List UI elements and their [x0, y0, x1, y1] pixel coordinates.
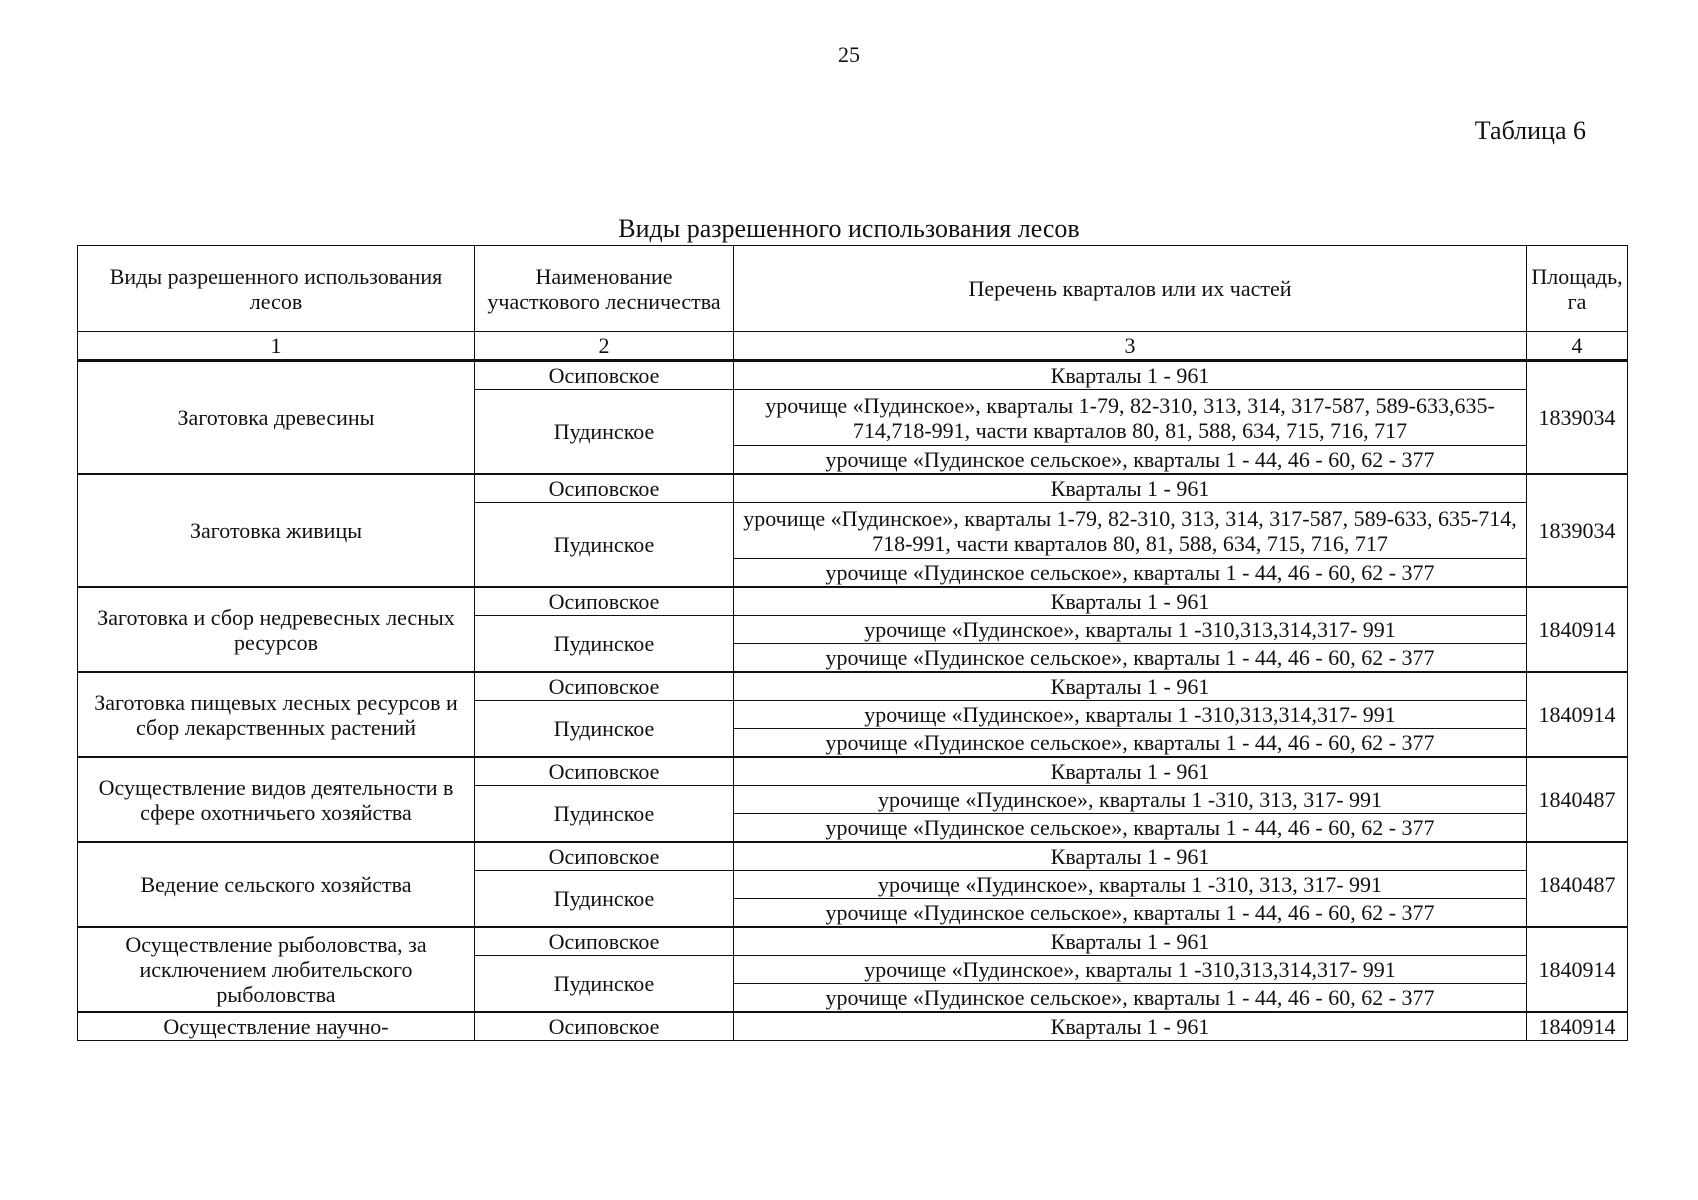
- use-kind-cell: Осуществление видов деятельности в сфере охотничьего хозяйства: [78, 757, 475, 842]
- table-row: [78, 672, 1628, 701]
- use-kind-cell: Заготовка древесины: [78, 361, 475, 475]
- forestry-name-cell: Осиповское: [475, 474, 734, 503]
- forest-use-table: [77, 245, 1628, 1041]
- quarters-cell: урочище «Пудинское», кварталы 1 -310, 313, 317- 991: [734, 786, 1527, 814]
- forestry-name-cell: Осиповское: [475, 361, 734, 390]
- header-row: [78, 246, 1628, 332]
- forestry-name-cell: Пудинское: [475, 503, 734, 588]
- quarters-cell: Кварталы 1 - 961: [734, 842, 1527, 871]
- quarters-cell: Кварталы 1 - 961: [734, 474, 1527, 503]
- use-kind-cell: Заготовка и сбор недревесных лесных ресурсов: [78, 587, 475, 672]
- forestry-name-cell: Пудинское: [475, 616, 734, 673]
- use-kind-cell: Осуществление научно-: [78, 1012, 475, 1041]
- area-cell: 1840914: [1527, 1012, 1628, 1041]
- header-kind: Виды разрешенного использования лесов: [78, 246, 475, 332]
- forestry-name-cell: Пудинское: [475, 701, 734, 758]
- quarters-cell: урочище «Пудинское», кварталы 1-79, 82-310, 313, 314, 317-587, 589-633, 635-714, 718-991, части кварталов 80, 81, 588, 634, 715, 716, 717: [734, 503, 1527, 559]
- quarters-cell: Кварталы 1 - 961: [734, 587, 1527, 616]
- forestry-name-cell: Осиповское: [475, 1012, 734, 1041]
- header-area: Площадь, га: [1527, 246, 1628, 332]
- quarters-cell: урочище «Пудинское», кварталы 1 -310,313,314,317- 991: [734, 956, 1527, 984]
- table-row: [78, 927, 1628, 956]
- quarters-cell: Кварталы 1 - 961: [734, 927, 1527, 956]
- column-number: 4: [1527, 332, 1628, 361]
- table-row: [78, 1012, 1628, 1041]
- table-row: [78, 361, 1628, 390]
- area-cell: 1840914: [1527, 927, 1628, 1012]
- quarters-cell: урочище «Пудинское», кварталы 1 -310, 313, 317- 991: [734, 871, 1527, 899]
- table-title: Виды разрешенного использования лесов: [618, 214, 1080, 243]
- table-row: [78, 842, 1628, 871]
- forestry-name-cell: Пудинское: [475, 390, 734, 475]
- page-number: 25: [838, 42, 860, 67]
- use-kind-cell: Ведение сельского хозяйства: [78, 842, 475, 927]
- quarters-cell: урочище «Пудинское сельское», кварталы 1 - 44, 46 - 60, 62 - 377: [734, 446, 1527, 475]
- quarters-cell: Кварталы 1 - 961: [734, 361, 1527, 390]
- quarters-cell: урочище «Пудинское», кварталы 1 -310,313,314,317- 991: [734, 616, 1527, 644]
- column-number-row: [78, 332, 1628, 361]
- use-kind-cell: Заготовка пищевых лесных ресурсов и сбор лекарственных растений: [78, 672, 475, 757]
- forestry-name-cell: Пудинское: [475, 871, 734, 928]
- use-kind-cell: Заготовка живицы: [78, 474, 475, 587]
- area-cell: 1840914: [1527, 587, 1628, 672]
- quarters-cell: урочище «Пудинское сельское», кварталы 1 - 44, 46 - 60, 62 - 377: [734, 644, 1527, 673]
- quarters-cell: Кварталы 1 - 961: [734, 1012, 1527, 1041]
- column-number: 1: [78, 332, 475, 361]
- quarters-cell: урочище «Пудинское сельское», кварталы 1 - 44, 46 - 60, 62 - 377: [734, 559, 1527, 588]
- area-cell: 1839034: [1527, 361, 1628, 475]
- column-number: 3: [734, 332, 1527, 361]
- table-row: [78, 474, 1628, 503]
- quarters-cell: Кварталы 1 - 961: [734, 672, 1527, 701]
- table-label: Таблица 6: [1474, 116, 1586, 145]
- quarters-cell: урочище «Пудинское», кварталы 1 -310,313,314,317- 991: [734, 701, 1527, 729]
- table-row: [78, 757, 1628, 786]
- forestry-name-cell: Осиповское: [475, 672, 734, 701]
- quarters-cell: урочище «Пудинское», кварталы 1-79, 82-310, 313, 314, 317-587, 589-633,635-714,718-991, части кварталов 80, 81, 588, 634, 715, 716, 717: [734, 390, 1527, 446]
- area-cell: 1839034: [1527, 474, 1628, 587]
- area-cell: 1840914: [1527, 672, 1628, 757]
- area-cell: 1840487: [1527, 757, 1628, 842]
- forestry-name-cell: Пудинское: [475, 786, 734, 843]
- quarters-cell: урочище «Пудинское сельское», кварталы 1 - 44, 46 - 60, 62 - 377: [734, 984, 1527, 1013]
- area-cell: 1840487: [1527, 842, 1628, 927]
- quarters-cell: урочище «Пудинское сельское», кварталы 1 - 44, 46 - 60, 62 - 377: [734, 899, 1527, 928]
- quarters-cell: урочище «Пудинское сельское», кварталы 1 - 44, 46 - 60, 62 - 377: [734, 814, 1527, 843]
- table-row: [78, 587, 1628, 616]
- forestry-name-cell: Осиповское: [475, 757, 734, 786]
- header-quarters: Перечень кварталов или их частей: [734, 246, 1527, 332]
- header-forestry: Наименование участкового лесничества: [475, 246, 734, 332]
- forestry-name-cell: Осиповское: [475, 842, 734, 871]
- forestry-name-cell: Осиповское: [475, 587, 734, 616]
- forestry-name-cell: Осиповское: [475, 927, 734, 956]
- quarters-cell: урочище «Пудинское сельское», кварталы 1 - 44, 46 - 60, 62 - 377: [734, 729, 1527, 758]
- use-kind-cell: Осуществление рыболовства, за исключением любительского рыболовства: [78, 927, 475, 1012]
- forestry-name-cell: Пудинское: [475, 956, 734, 1013]
- column-number: 2: [475, 332, 734, 361]
- quarters-cell: Кварталы 1 - 961: [734, 757, 1527, 786]
